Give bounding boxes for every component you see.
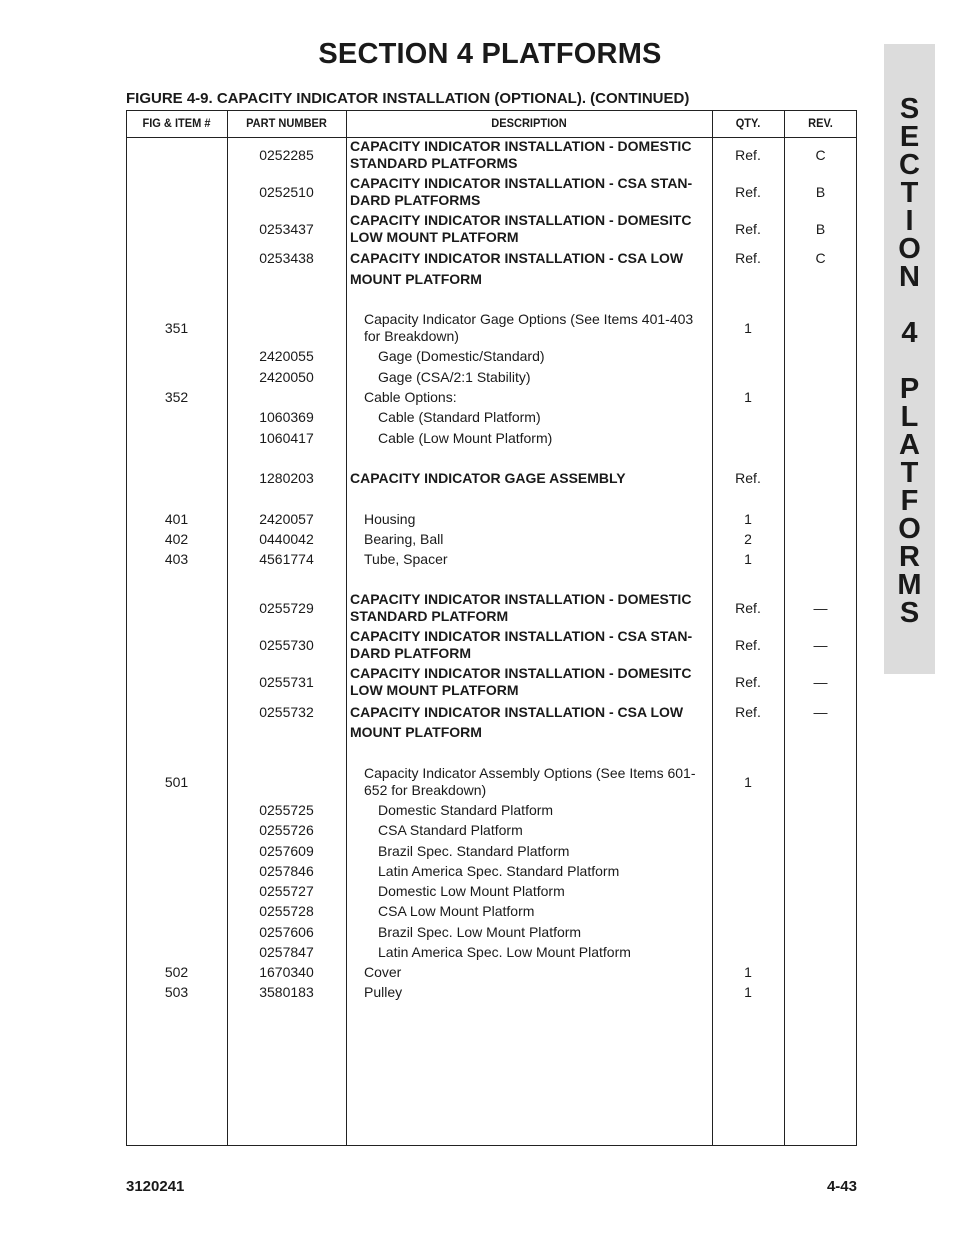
header-fig-item: FIG & ITEM # — [142, 116, 211, 130]
description-cell: Pulley — [364, 984, 403, 1000]
description-cell: MOUNT PLATFORM — [350, 271, 482, 287]
description-cell: Latin America Spec. Standard Platform — [378, 863, 620, 879]
header-qty: QTY. — [735, 116, 761, 130]
description-cell: CAPACITY INDICATOR INSTALLATION - CSA STAN- — [350, 628, 693, 644]
qty-cell: 1 — [744, 389, 752, 405]
page-title: SECTION 4 PLATFORMS — [318, 38, 662, 70]
qty-cell: Ref. — [735, 637, 761, 653]
side-tab-letter: L — [900, 401, 919, 433]
part-number-cell: 0255731 — [259, 674, 314, 690]
qty-cell: Ref. — [735, 674, 761, 690]
part-number-cell: 0257846 — [259, 863, 314, 879]
side-tab-letter: O — [898, 513, 921, 545]
part-number-cell: 0255729 — [259, 600, 314, 616]
side-tab-letter: S — [899, 93, 920, 125]
part-number-cell: 0255725 — [259, 802, 314, 818]
description-cell: CSA Low Mount Platform — [378, 903, 535, 919]
description-cell: STANDARD PLATFORM — [350, 608, 509, 624]
fig-item-cell: 351 — [164, 320, 189, 336]
description-cell: Cable (Low Mount Platform) — [378, 430, 553, 446]
qty-cell: Ref. — [735, 147, 761, 163]
figure-title: FIGURE 4-9. CAPACITY INDICATOR INSTALLATION (OPTIONAL). (CONTINUED) — [126, 90, 690, 107]
fig-item-cell: 501 — [164, 774, 189, 790]
side-tab-letter: O — [898, 233, 921, 265]
part-number-cell: 0255727 — [259, 883, 314, 899]
rev-cell: — — [813, 704, 828, 720]
description-cell: Tube, Spacer — [364, 551, 448, 567]
qty-cell: 1 — [744, 511, 752, 527]
qty-cell: Ref. — [735, 221, 761, 237]
description-cell: DARD PLATFORMS — [350, 192, 481, 208]
part-number-cell: 3580183 — [259, 984, 314, 1000]
side-tab-letter: 4 — [901, 317, 918, 349]
description-cell: Capacity Indicator Gage Options (See Items 401-403 — [364, 311, 694, 327]
qty-cell: Ref. — [735, 704, 761, 720]
footer-page-number: 4-43 — [826, 1178, 857, 1195]
fig-item-cell: 503 — [164, 984, 189, 1000]
rev-cell: C — [815, 250, 826, 266]
qty-cell: Ref. — [735, 470, 761, 486]
side-tab-letter: N — [899, 261, 920, 293]
part-number-cell: 0253438 — [259, 250, 314, 266]
header-description: DESCRIPTION — [491, 116, 567, 130]
fig-item-cell: 502 — [164, 964, 189, 980]
column-divider — [346, 110, 347, 1146]
description-cell: Gage (Domestic/Standard) — [378, 348, 545, 364]
side-tab-letter: S — [899, 597, 920, 629]
description-cell: Domestic Standard Platform — [378, 802, 554, 818]
description-cell: CAPACITY INDICATOR GAGE ASSEMBLY — [350, 470, 626, 486]
description-cell: CAPACITY INDICATOR INSTALLATION - CSA LOW — [350, 250, 684, 266]
description-cell: MOUNT PLATFORM — [350, 724, 482, 740]
section-side-tab — [884, 44, 935, 674]
description-cell: CAPACITY INDICATOR INSTALLATION - CSA STAN- — [350, 175, 693, 191]
side-tab-letter: I — [905, 205, 914, 237]
part-number-cell: 0257606 — [259, 924, 314, 940]
description-cell: CAPACITY INDICATOR INSTALLATION - DOMESTIC — [350, 591, 692, 607]
description-cell: STANDARD PLATFORMS — [350, 155, 518, 171]
description-cell: Latin America Spec. Low Mount Platform — [378, 944, 631, 960]
header-rev: REV. — [808, 116, 833, 130]
description-cell: Brazil Spec. Standard Platform — [378, 843, 570, 859]
part-number-cell: 0255730 — [259, 637, 314, 653]
rev-cell: — — [813, 637, 828, 653]
description-cell: LOW MOUNT PLATFORM — [350, 682, 519, 698]
fig-item-cell: 402 — [164, 531, 189, 547]
fig-item-cell: 352 — [164, 389, 189, 405]
fig-item-cell: 401 — [164, 511, 189, 527]
description-cell: Bearing, Ball — [364, 531, 444, 547]
qty-cell: 1 — [744, 984, 752, 1000]
description-cell: Housing — [364, 511, 416, 527]
side-tab-letter: F — [900, 485, 919, 517]
qty-cell: 1 — [744, 964, 752, 980]
qty-cell: 1 — [744, 320, 752, 336]
side-tab-letter: E — [899, 121, 920, 153]
part-number-cell: 2420057 — [259, 511, 314, 527]
qty-cell: 2 — [744, 531, 752, 547]
rev-cell: C — [815, 147, 826, 163]
description-cell: Cover — [364, 964, 402, 980]
part-number-cell: 0253437 — [259, 221, 314, 237]
description-cell: Brazil Spec. Low Mount Platform — [378, 924, 582, 940]
description-cell: Domestic Low Mount Platform — [378, 883, 565, 899]
description-cell: Capacity Indicator Assembly Options (See Items 601- — [364, 765, 696, 781]
description-cell: CAPACITY INDICATOR INSTALLATION - CSA LOW — [350, 704, 684, 720]
rev-cell: B — [815, 221, 826, 237]
description-cell: LOW MOUNT PLATFORM — [350, 229, 519, 245]
fig-item-cell: 403 — [164, 551, 189, 567]
description-cell: CAPACITY INDICATOR INSTALLATION - DOMESITC — [350, 665, 692, 681]
side-tab-letter: T — [900, 177, 919, 209]
part-number-cell: 2420055 — [259, 348, 314, 364]
description-cell: DARD PLATFORM — [350, 645, 472, 661]
description-cell: 652 for Breakdown) — [364, 782, 487, 798]
description-cell: CAPACITY INDICATOR INSTALLATION - DOMESITC — [350, 212, 692, 228]
qty-cell: Ref. — [735, 250, 761, 266]
side-tab-letter: A — [899, 429, 920, 461]
part-number-cell: 0255732 — [259, 704, 314, 720]
side-tab-letter: R — [899, 541, 920, 573]
qty-cell: 1 — [744, 774, 752, 790]
part-number-cell: 1060369 — [259, 409, 314, 425]
part-number-cell: 0255726 — [259, 822, 314, 838]
side-tab-letter: T — [900, 457, 919, 489]
description-cell: for Breakdown) — [364, 328, 459, 344]
header-part-number: PART NUMBER — [246, 116, 327, 130]
qty-cell: Ref. — [735, 184, 761, 200]
footer-document-number: 3120241 — [126, 1178, 185, 1195]
qty-cell: 1 — [744, 551, 752, 567]
part-number-cell: 0252285 — [259, 147, 314, 163]
description-cell: Cable (Standard Platform) — [378, 409, 541, 425]
description-cell: Cable Options: — [364, 389, 457, 405]
side-tab-letter: C — [899, 149, 920, 181]
part-number-cell: 1280203 — [259, 470, 314, 486]
part-number-cell: 0252510 — [259, 184, 314, 200]
description-cell: CAPACITY INDICATOR INSTALLATION - DOMESTIC — [350, 138, 692, 154]
side-tab-letter: M — [897, 569, 922, 601]
part-number-cell: 0257609 — [259, 843, 314, 859]
part-number-cell: 2420050 — [259, 369, 314, 385]
side-tab-letter: P — [899, 373, 920, 405]
part-number-cell: 1060417 — [259, 430, 314, 446]
part-number-cell: 1670340 — [259, 964, 314, 980]
part-number-cell: 0440042 — [259, 531, 314, 547]
description-cell: Gage (CSA/2:1 Stability) — [378, 369, 531, 385]
rev-cell: B — [815, 184, 826, 200]
description-cell: CSA Standard Platform — [378, 822, 523, 838]
part-number-cell: 0255728 — [259, 903, 314, 919]
rev-cell: — — [813, 600, 828, 616]
part-number-cell: 4561774 — [259, 551, 314, 567]
rev-cell: — — [813, 674, 828, 690]
qty-cell: Ref. — [735, 600, 761, 616]
part-number-cell: 0257847 — [259, 944, 314, 960]
